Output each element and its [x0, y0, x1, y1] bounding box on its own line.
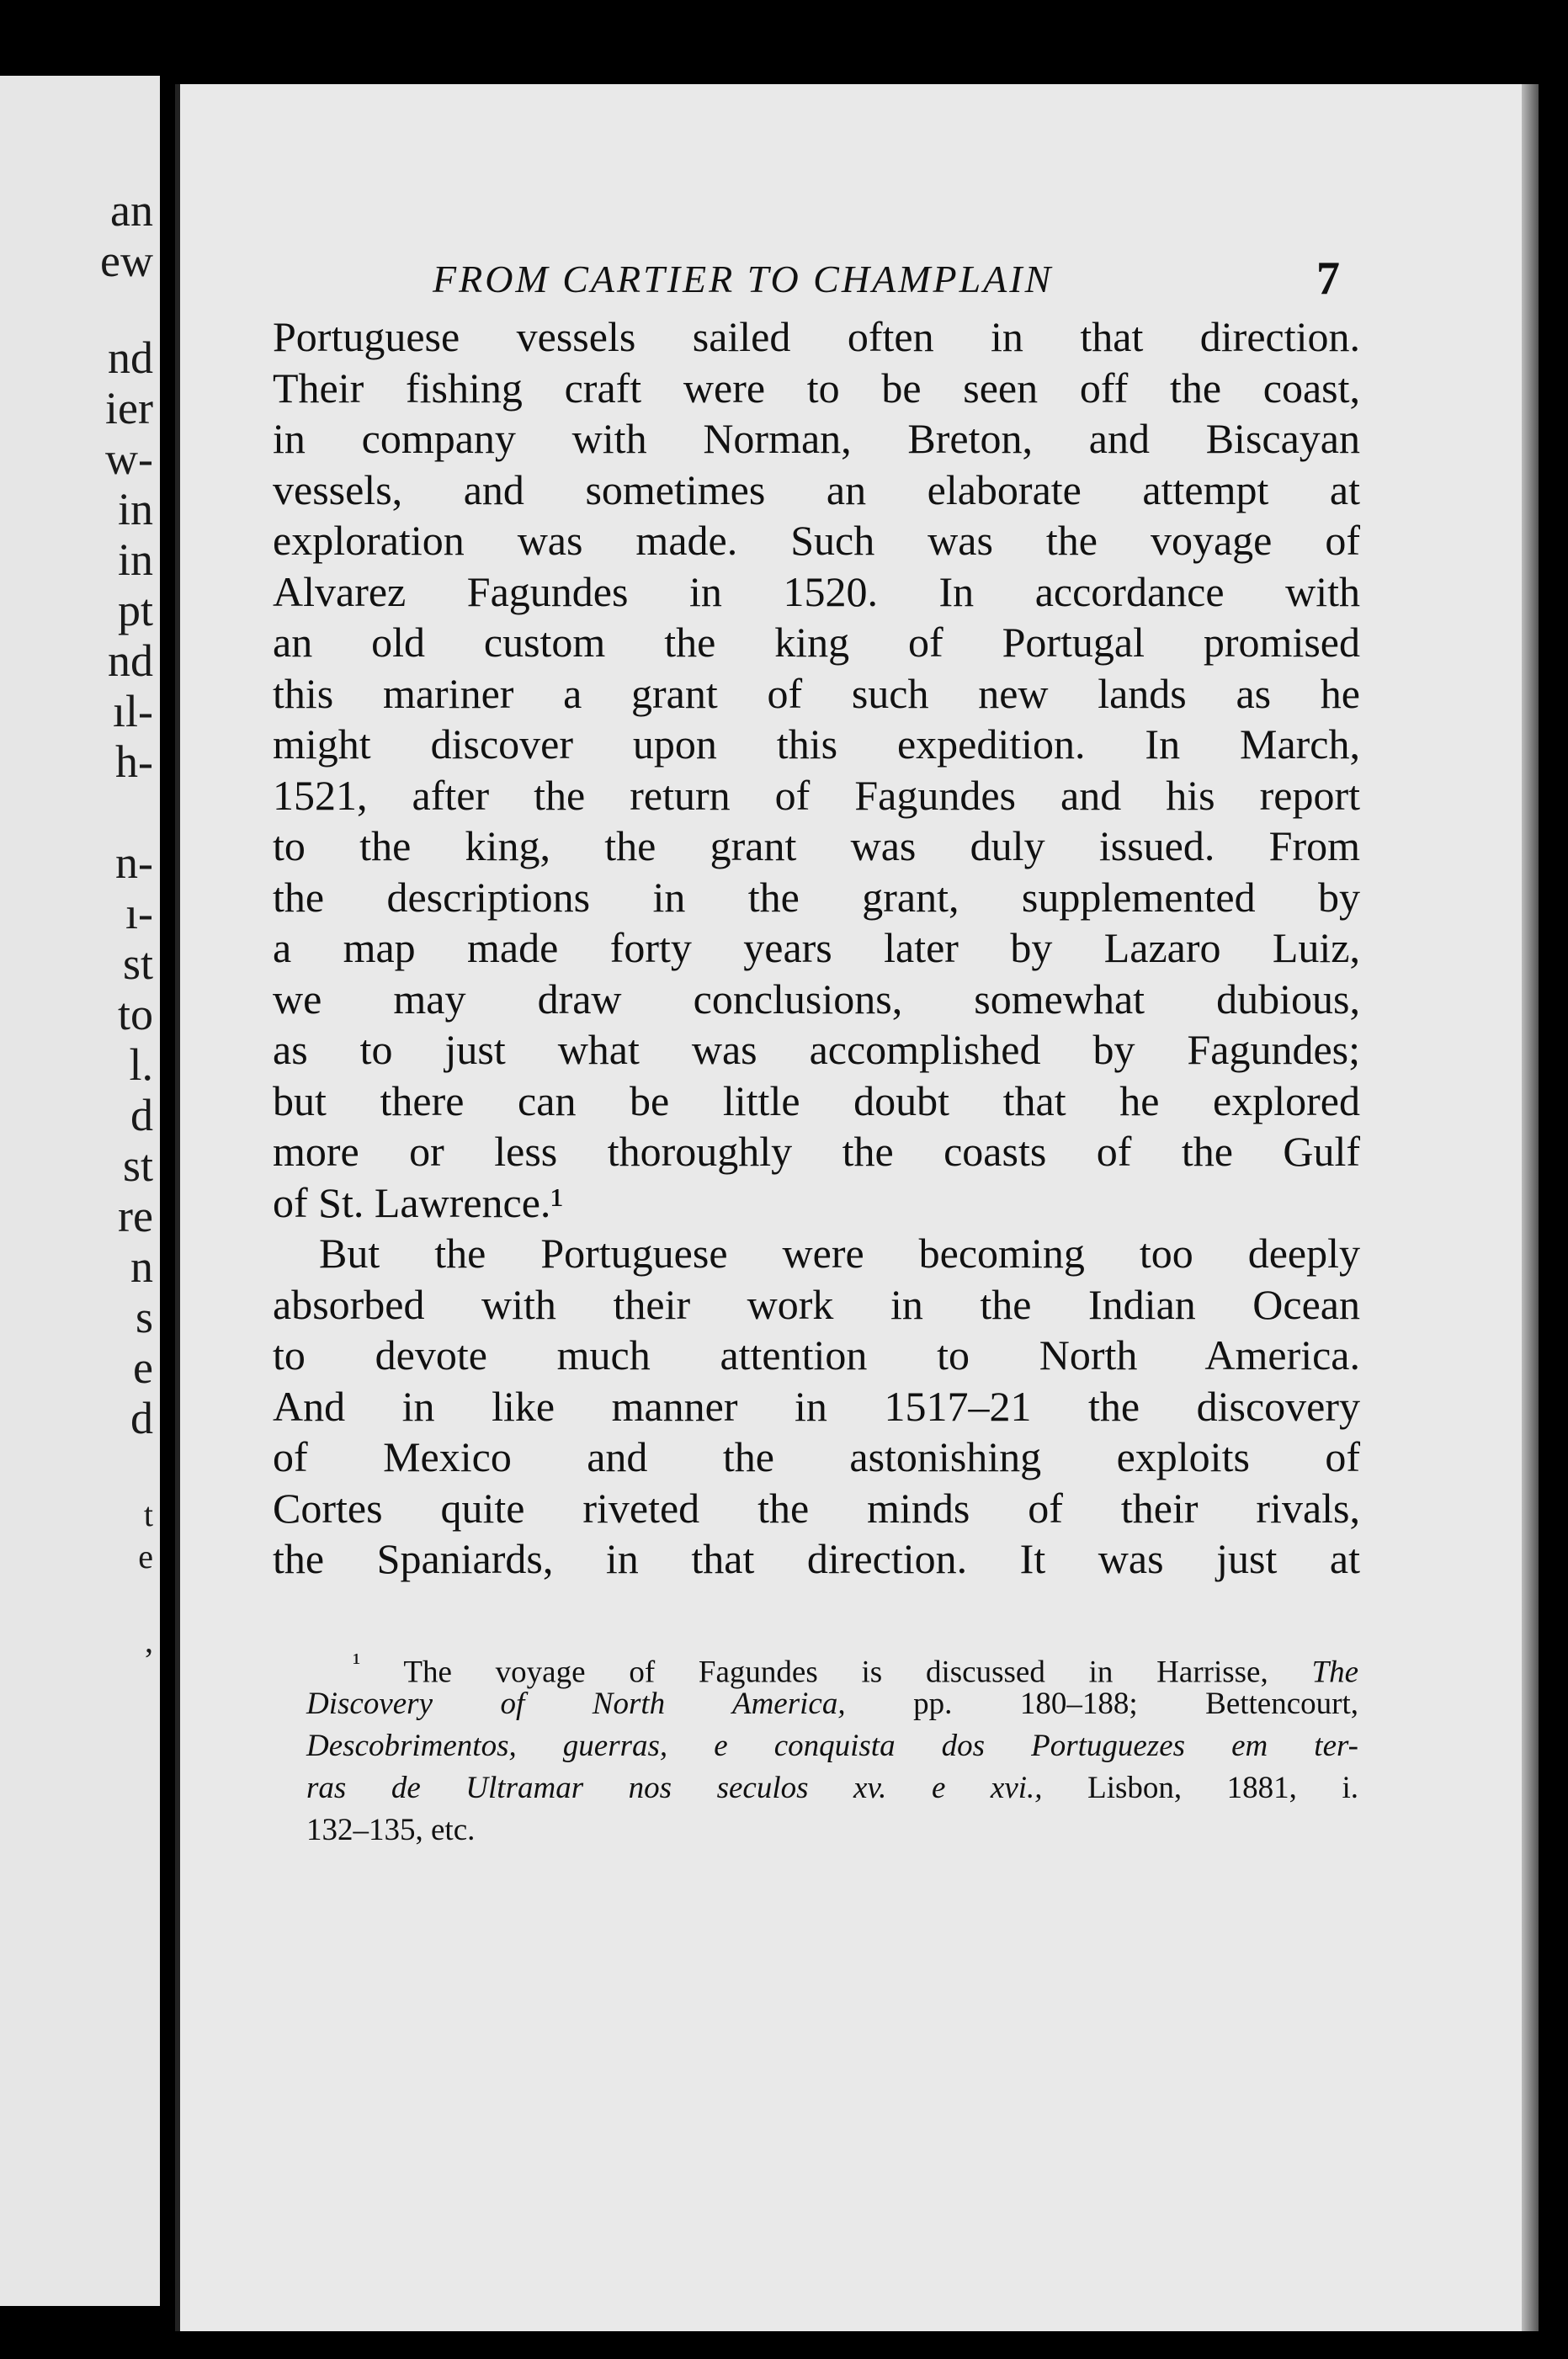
text-line: Portuguese vessels sailed often in that direction.: [273, 313, 1360, 360]
text-line: Their fishing craft were to be seen off the coast,: [273, 364, 1360, 412]
footnote-line: [306, 1767, 1358, 1809]
text-line: as to just what was accomplished by Fagundes;: [273, 1026, 1360, 1073]
footnote-line: [306, 1725, 1358, 1767]
text-line: an old custom the king of Portugal promised: [273, 619, 1360, 666]
running-head: FROM CARTIER TO CHAMPLAIN: [433, 258, 1054, 300]
facing-page-fragment: in: [117, 484, 153, 534]
footnote-line: [306, 1683, 1358, 1725]
footnote-title: ras de Ultramar nos seculos xv. e xvi.,: [306, 1771, 1043, 1805]
text-line: of St. Lawrence.¹: [273, 1178, 564, 1226]
footnote-line: [306, 1809, 1358, 1852]
facing-page-fragment: nd: [108, 635, 153, 686]
facing-page-fragment: w-: [105, 433, 153, 484]
footnote: [306, 1641, 1358, 1852]
text-line: this mariner a grant of such new lands as he: [273, 669, 1360, 717]
text-line: vessels, and sometimes an elaborate attempt at: [273, 465, 1360, 513]
facing-page-fragment: st: [122, 1140, 153, 1191]
facing-page-fragment: l.: [129, 1039, 153, 1090]
facing-page-fragment: pt: [117, 585, 153, 635]
facing-page-fragment: re: [118, 1191, 153, 1241]
footnote-text: Lisbon, 1881, i.: [1087, 1771, 1358, 1805]
facing-page-fragment: s: [135, 1292, 153, 1342]
text-line: the Spaniards, in that direction. It was just at: [273, 1535, 1360, 1582]
text-line: but there can be little doubt that he explored: [273, 1076, 1360, 1124]
facing-page-left: [0, 76, 160, 2306]
text-line: But the Portuguese were becoming too deeply: [319, 1230, 1360, 1277]
text-line: 1521, after the return of Fagundes and his report: [273, 771, 1360, 819]
facing-page-fragment: e: [138, 1538, 153, 1575]
page-number: 7: [1316, 252, 1340, 305]
facing-page-fragment: in: [117, 534, 153, 585]
facing-page-fragment: h-: [115, 736, 153, 787]
text-line: absorbed with their work in the Indian Ocean: [273, 1280, 1360, 1328]
text-line: the descriptions in the grant, supplemented by: [273, 873, 1360, 921]
page-edge: [1522, 84, 1539, 2331]
text-line: might discover upon this expedition. In March,: [273, 720, 1360, 768]
text-line: of Mexico and the astonishing exploits of: [273, 1433, 1360, 1480]
facing-page-fragment: t: [143, 1496, 153, 1533]
facing-page-fragment: an: [110, 185, 153, 236]
footnote-text: 132–135, etc.: [306, 1813, 476, 1847]
facing-page-fragment: st: [122, 938, 153, 989]
text-line: exploration was made. Such was the voyage of: [273, 517, 1360, 564]
book-page: [175, 84, 1527, 2331]
text-line: to the king, the grant was duly issued. From: [273, 822, 1360, 869]
text-line: Cortes quite riveted the minds of their rivals,: [273, 1484, 1360, 1532]
facing-page-fragment: n: [130, 1241, 153, 1292]
facing-page-fragment: n-: [115, 837, 153, 888]
footnote-title: Discovery of North America,: [306, 1687, 846, 1721]
text-line: And in like manner in 1517–21 the discovery: [273, 1382, 1360, 1430]
facing-page-fragment: ier: [105, 383, 153, 433]
footnote-line: [306, 1641, 1359, 1690]
footnote-text: pp. 180–188; Bettencourt,: [913, 1687, 1358, 1721]
facing-page-fragment: to: [117, 989, 153, 1039]
facing-page-fragment: d: [130, 1090, 153, 1140]
footnote-text: The voyage of Fagundes is discussed in Harrisse,: [403, 1655, 1268, 1690]
page-header: [180, 252, 1527, 316]
facing-page-fragment: ew: [100, 236, 153, 286]
footnote-title: The: [1311, 1655, 1359, 1690]
text-line: we may draw conclusions, somewhat dubious,: [273, 975, 1360, 1023]
facing-page-fragment: ,: [145, 1622, 153, 1660]
facing-page-fragment: e: [133, 1342, 153, 1393]
text-line: in company with Norman, Breton, and Biscayan: [273, 415, 1360, 462]
facing-page-fragment: nd: [108, 332, 153, 383]
facing-page-fragment: ıl-: [113, 686, 153, 736]
footnote-title: Descobrimentos, guerras, e conquista dos Portuguezes em ter-: [306, 1729, 1358, 1763]
facing-page-fragment: ı-: [125, 888, 153, 938]
text-line: a map made forty years later by Lazaro Luiz,: [273, 924, 1360, 971]
footnote-marker: ¹: [353, 1648, 361, 1676]
text-line: to devote much attention to North America.: [273, 1331, 1360, 1379]
body-text: [273, 311, 1360, 1585]
text-line: Alvarez Fagundes in 1520. In accordance with: [273, 567, 1360, 615]
facing-page-fragment: d: [130, 1393, 153, 1443]
text-line: more or less thoroughly the coasts of the Gulf: [273, 1128, 1360, 1175]
